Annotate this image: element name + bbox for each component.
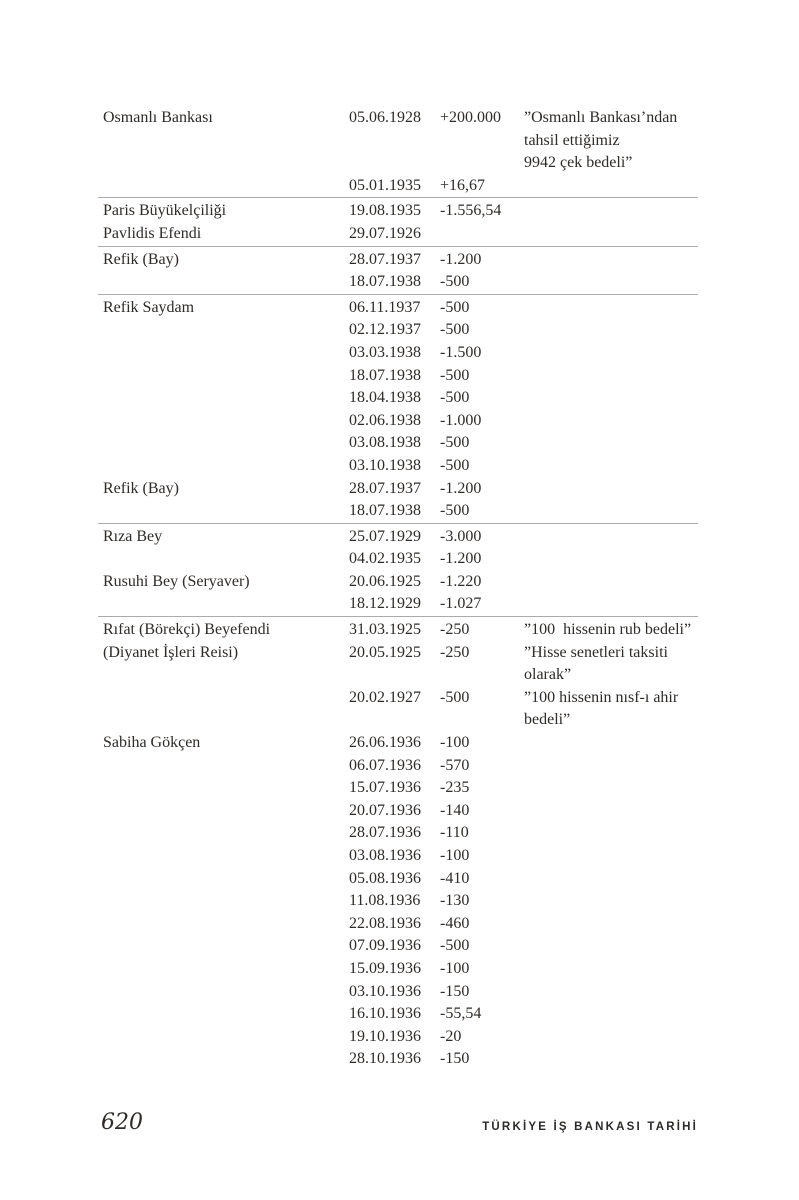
entry-note xyxy=(524,777,698,800)
table-row xyxy=(98,642,698,665)
entry-name xyxy=(98,342,349,365)
entry-date: 06.07.1936 xyxy=(349,756,421,774)
entry-amount: -410 xyxy=(440,869,470,887)
entry-amount: -235 xyxy=(440,779,470,797)
entry-name xyxy=(98,319,349,342)
table-row xyxy=(98,732,698,755)
entry-amount: -55,54 xyxy=(440,1005,482,1023)
table-row-group-start xyxy=(98,294,698,320)
entry-amount: -250 xyxy=(440,643,470,661)
entry-name xyxy=(98,935,349,958)
entry-amount: -150 xyxy=(440,1050,470,1068)
entry-note xyxy=(524,455,698,478)
entry-note xyxy=(524,593,698,616)
entry-note xyxy=(524,1003,698,1026)
entry-name xyxy=(98,271,349,294)
entry-amount xyxy=(440,130,524,153)
entry-date: 28.07.1937 xyxy=(349,250,421,268)
entry-note: ”Hisse senetleri taksiti xyxy=(524,643,668,661)
entry-name xyxy=(98,130,349,153)
table-row xyxy=(98,365,698,388)
page-number: 620 xyxy=(101,1110,143,1135)
entry-amount: -100 xyxy=(440,847,470,864)
entry-name xyxy=(98,822,349,845)
entry-name: Refik Saydam xyxy=(103,298,195,316)
table-row-group-start xyxy=(98,197,698,223)
table-row-group-start xyxy=(98,246,698,272)
table-row xyxy=(98,868,698,891)
entry-note xyxy=(524,890,698,913)
entry-amount xyxy=(440,709,524,732)
entry-date: 03.03.1938 xyxy=(349,343,421,361)
table-row xyxy=(98,777,698,800)
entry-note: tahsil ettiğimiz xyxy=(524,131,620,149)
table-row xyxy=(98,981,698,1004)
entry-date: 18.07.1938 xyxy=(349,273,421,291)
account-ledger-table xyxy=(98,107,698,1071)
running-header: TÜRKİYE İŞ BANKASI TARİHİ xyxy=(482,1121,698,1133)
entry-name xyxy=(98,365,349,388)
entry-name: Osmanlı Bankası xyxy=(103,109,213,126)
entry-date: 05.01.1935 xyxy=(349,176,421,194)
table-row xyxy=(98,478,698,501)
entry-date: 18.07.1938 xyxy=(349,366,421,384)
entry-note: ”100 hissenin nısf-ı ahir xyxy=(524,688,679,706)
entry-note xyxy=(524,1026,698,1049)
entry-name xyxy=(98,432,349,455)
entry-amount: -1.200 xyxy=(440,479,482,497)
entry-amount: -1.556,54 xyxy=(440,202,502,220)
entry-name xyxy=(98,1048,349,1071)
entry-date: 02.12.1937 xyxy=(349,321,421,339)
entry-note xyxy=(524,223,698,246)
table-row xyxy=(98,755,698,778)
entry-date: 05.06.1928 xyxy=(349,109,421,126)
table-row xyxy=(98,342,698,365)
entry-note xyxy=(524,958,698,981)
entry-note xyxy=(524,175,698,198)
entry-name xyxy=(98,709,349,732)
table-row xyxy=(98,548,698,571)
entry-note: olarak” xyxy=(524,666,572,684)
entry-date: 19.08.1935 xyxy=(349,202,421,220)
entry-amount: -130 xyxy=(440,892,470,910)
entry-note: ”Osmanlı Bankası’ndan xyxy=(524,109,678,126)
entry-amount xyxy=(440,664,524,687)
table-row xyxy=(98,890,698,913)
entry-note xyxy=(524,319,698,342)
entry-name: Rusuhi Bey (Seryaver) xyxy=(103,572,250,590)
entry-note xyxy=(524,500,698,523)
entry-note xyxy=(524,410,698,433)
entry-date: 26.06.1936 xyxy=(349,734,421,752)
entry-amount: -140 xyxy=(440,801,470,819)
table-row xyxy=(98,687,698,710)
entry-amount: -500 xyxy=(440,366,470,384)
entry-date: 15.09.1936 xyxy=(349,959,421,977)
entry-date: 20.06.1925 xyxy=(349,572,421,590)
table-row xyxy=(98,571,698,594)
entry-name xyxy=(98,500,349,523)
entry-note xyxy=(524,526,698,549)
entry-date: 16.10.1936 xyxy=(349,1005,421,1023)
entry-date: 19.10.1936 xyxy=(349,1027,421,1045)
entry-amount: -500 xyxy=(440,389,470,407)
entry-name xyxy=(98,981,349,1004)
table-row xyxy=(98,271,698,294)
entry-date: 18.07.1938 xyxy=(349,502,421,520)
table-row xyxy=(98,1048,698,1071)
entry-amount: -3.000 xyxy=(440,527,482,545)
entry-amount: -500 xyxy=(440,502,470,520)
entry-note xyxy=(524,845,698,868)
entry-note xyxy=(524,365,698,388)
entry-date: 05.08.1936 xyxy=(349,869,421,887)
table-row xyxy=(98,432,698,455)
entry-note xyxy=(524,732,698,755)
entry-note xyxy=(524,249,698,272)
entry-amount: +16,67 xyxy=(440,176,486,194)
table-row xyxy=(98,130,698,153)
entry-note xyxy=(524,571,698,594)
entry-name: Pavlidis Efendi xyxy=(103,224,202,242)
table-row xyxy=(98,800,698,823)
table-row xyxy=(98,319,698,342)
table-row xyxy=(98,593,698,616)
table-row xyxy=(98,1026,698,1049)
entry-date: 25.07.1929 xyxy=(349,527,421,545)
entry-name xyxy=(98,152,349,175)
entry-name xyxy=(98,664,349,687)
entry-amount: -1.220 xyxy=(440,572,482,590)
entry-amount xyxy=(440,223,524,246)
entry-date xyxy=(349,130,440,153)
entry-name xyxy=(98,800,349,823)
entry-name: Rıfat (Börekçi) Beyefendi xyxy=(103,621,271,639)
entry-name: Refik (Bay) xyxy=(103,479,179,497)
entry-amount: -500 xyxy=(440,456,470,474)
entry-date: 28.07.1937 xyxy=(349,479,421,497)
entry-name xyxy=(98,387,349,410)
entry-date: 18.12.1929 xyxy=(349,595,421,613)
table-row xyxy=(98,175,698,198)
entry-name xyxy=(98,593,349,616)
table-row xyxy=(98,1003,698,1026)
table-row xyxy=(98,822,698,845)
entry-date: 02.06.1938 xyxy=(349,411,421,429)
table-row xyxy=(98,410,698,433)
entry-note xyxy=(524,913,698,936)
entry-note xyxy=(524,981,698,1004)
table-row xyxy=(98,500,698,523)
entry-note xyxy=(524,800,698,823)
entry-date: 20.02.1927 xyxy=(349,688,421,706)
entry-name: (Diyanet İşleri Reisi) xyxy=(103,643,239,661)
entry-note: bedeli” xyxy=(524,711,571,729)
entry-amount: -250 xyxy=(440,621,470,639)
entry-date: 31.03.1925 xyxy=(349,621,421,639)
entry-amount: -1.000 xyxy=(440,411,482,429)
entry-date: 03.08.1938 xyxy=(349,434,421,452)
entry-name: Sabiha Gökçen xyxy=(103,734,201,752)
table-row xyxy=(98,845,698,868)
entry-amount: -20 xyxy=(440,1027,462,1045)
entry-note xyxy=(524,478,698,501)
table-row xyxy=(98,223,698,246)
entry-name xyxy=(98,687,349,710)
entry-date: 03.10.1936 xyxy=(349,982,421,1000)
entry-note xyxy=(524,297,698,320)
entry-amount: -500 xyxy=(440,321,470,339)
entry-name: Paris Büyükelçiliği xyxy=(103,202,227,220)
entry-name xyxy=(98,755,349,778)
table-row xyxy=(98,455,698,478)
entry-note: ”100 hissenin rub bedeli” xyxy=(524,621,692,639)
table-row xyxy=(98,387,698,410)
entry-date xyxy=(349,709,440,732)
entry-date: 03.08.1936 xyxy=(349,847,421,864)
entry-name xyxy=(98,958,349,981)
entry-note xyxy=(524,755,698,778)
entry-amount: -1.200 xyxy=(440,550,482,568)
table-row xyxy=(98,664,698,687)
entry-name xyxy=(98,1003,349,1026)
entry-name xyxy=(98,890,349,913)
table-row xyxy=(98,107,698,130)
entry-note xyxy=(524,200,698,223)
table-row xyxy=(98,913,698,936)
entry-note xyxy=(524,548,698,571)
entry-date: 22.08.1936 xyxy=(349,914,421,932)
entry-amount: -100 xyxy=(440,734,470,752)
entry-amount: -1.200 xyxy=(440,250,482,268)
entry-name xyxy=(98,1026,349,1049)
entry-amount: -500 xyxy=(440,434,470,452)
entry-note xyxy=(524,432,698,455)
entry-amount: +200.000 xyxy=(440,109,502,126)
entry-date: 18.04.1938 xyxy=(349,389,421,407)
entry-name xyxy=(98,548,349,571)
entry-note xyxy=(524,1048,698,1071)
table-row xyxy=(98,935,698,958)
entry-note xyxy=(524,868,698,891)
entry-amount: -500 xyxy=(440,937,470,955)
table-row xyxy=(98,152,698,175)
entry-date: 28.07.1936 xyxy=(349,824,421,842)
entry-date: 20.05.1925 xyxy=(349,643,421,661)
entry-amount: -500 xyxy=(440,273,470,291)
entry-name xyxy=(98,777,349,800)
entry-name xyxy=(98,868,349,891)
entry-date: 20.07.1936 xyxy=(349,801,421,819)
entry-amount: -1.500 xyxy=(440,343,482,361)
entry-name xyxy=(98,175,349,198)
entry-note: 9942 çek bedeli” xyxy=(524,154,633,172)
entry-name xyxy=(98,410,349,433)
entry-date: 04.02.1935 xyxy=(349,550,421,568)
entry-note xyxy=(524,342,698,365)
entry-amount xyxy=(440,152,524,175)
entry-note xyxy=(524,271,698,294)
entry-date: 07.09.1936 xyxy=(349,937,421,955)
entry-date: 11.08.1936 xyxy=(349,892,421,910)
table-row xyxy=(98,709,698,732)
entry-amount: -1.027 xyxy=(440,595,482,613)
table-row-group-start xyxy=(98,616,698,642)
entry-date: 06.11.1937 xyxy=(349,298,421,316)
entry-note xyxy=(524,935,698,958)
entry-amount: -570 xyxy=(440,756,470,774)
entry-date: 15.07.1936 xyxy=(349,779,421,797)
entry-date: 03.10.1938 xyxy=(349,456,421,474)
entry-amount: -500 xyxy=(440,688,470,706)
entry-amount: -150 xyxy=(440,982,470,1000)
entry-name xyxy=(98,845,349,868)
entry-amount: -460 xyxy=(440,914,470,932)
entry-amount: -100 xyxy=(440,959,470,977)
entry-amount: -500 xyxy=(440,298,470,316)
entry-name: Refik (Bay) xyxy=(103,250,179,268)
entry-name xyxy=(98,455,349,478)
table-row xyxy=(98,958,698,981)
entry-name: Rıza Bey xyxy=(103,527,163,545)
entry-date: 28.10.1936 xyxy=(349,1050,421,1068)
entry-date xyxy=(349,152,440,175)
entry-date xyxy=(349,664,440,687)
table-row-group-start xyxy=(98,523,698,549)
entry-date: 29.07.1926 xyxy=(349,224,421,242)
entry-note xyxy=(524,387,698,410)
entry-note xyxy=(524,822,698,845)
entry-amount: -110 xyxy=(440,824,469,842)
entry-name xyxy=(98,913,349,936)
